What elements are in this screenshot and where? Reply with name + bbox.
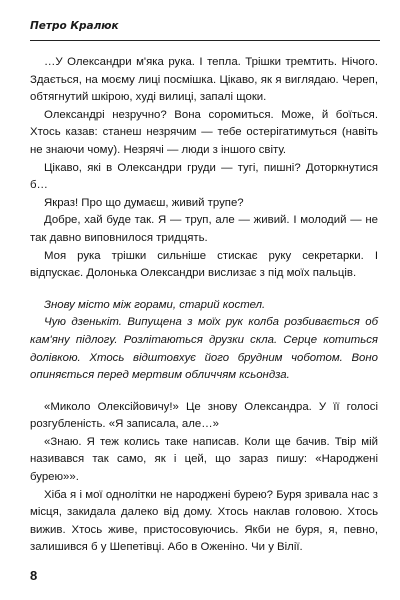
body-text: [30, 54, 378, 557]
running-head-author: Петро Кралюк: [30, 20, 119, 32]
paragraph: Хіба я і мої однолітки не народжені бурею? Буря зривала нас з місця, закидала далеко від дому. Хтось наклав головою. Хтось вижив. Хтось живе, пристосовуючись. Якби не буря, я, певно, залишився б у Шепетівці. Або в Оженіно. Чи у Вілії.: [30, 488, 378, 554]
section-2-italic: [30, 297, 378, 385]
paragraph: Добре, хай буде так. Я — труп, але — живий. І молодий — не так давно виповнилося тридцять.: [30, 214, 378, 244]
paragraph: Цікаво, які в Олександри груди — тугі, пишні? Доторкнутися б…: [30, 161, 378, 192]
paragraph: Чую дзенькіт. Випущена з моїх рук колба розбивається об кам'яну підлогу. Розлітаються друзки скла. Серце котиться долівкою. Хтось відштовхує його брудним чоботом. Воно опиняється перед мертвим обличчям ксьондза.: [30, 316, 378, 382]
section-1: [30, 54, 378, 283]
paragraph: Знову місто між горами, старий костел.: [44, 298, 266, 311]
section-3: [30, 399, 378, 557]
page-number: 8: [30, 568, 38, 583]
paragraph: Олександрі незручно? Вона соромиться. Може, й боїться. Хтось казав: станеш незрячим — тебе остерігатимуться (навіть не знаючи чому). Незрячі — люди з іншого світу.: [30, 108, 378, 156]
section-break: [30, 385, 378, 399]
paragraph: «Миколо Олексійовичу!» Це знову Олександра. У її голосі розгубленість. «Я записала, але…»: [30, 400, 378, 431]
paragraph: Якраз! Про що думаєш, живий трупе?: [44, 196, 244, 209]
paragraph: …У Олександри м'яка рука. І тепла. Трішки тремтить. Нічого. Здається, на моєму лиці посмішка. Цікаво, як я виглядаю. Череп, обтягнутий шкірою, худі вилиці, запалі щоки.: [30, 56, 378, 104]
paragraph: «Знаю. Я теж колись таке написав. Коли ще бачив. Твір мій називався так само, як і цей, що зараз пишу: «Народжені бурею»».: [30, 435, 378, 484]
section-break: [30, 283, 378, 297]
paragraph: Моя рука трішки сильніше стискає руку секретарки. І відпускає. Долонька Олександри вислизає з під моїх пальців.: [30, 249, 378, 280]
header-rule: [30, 40, 380, 41]
